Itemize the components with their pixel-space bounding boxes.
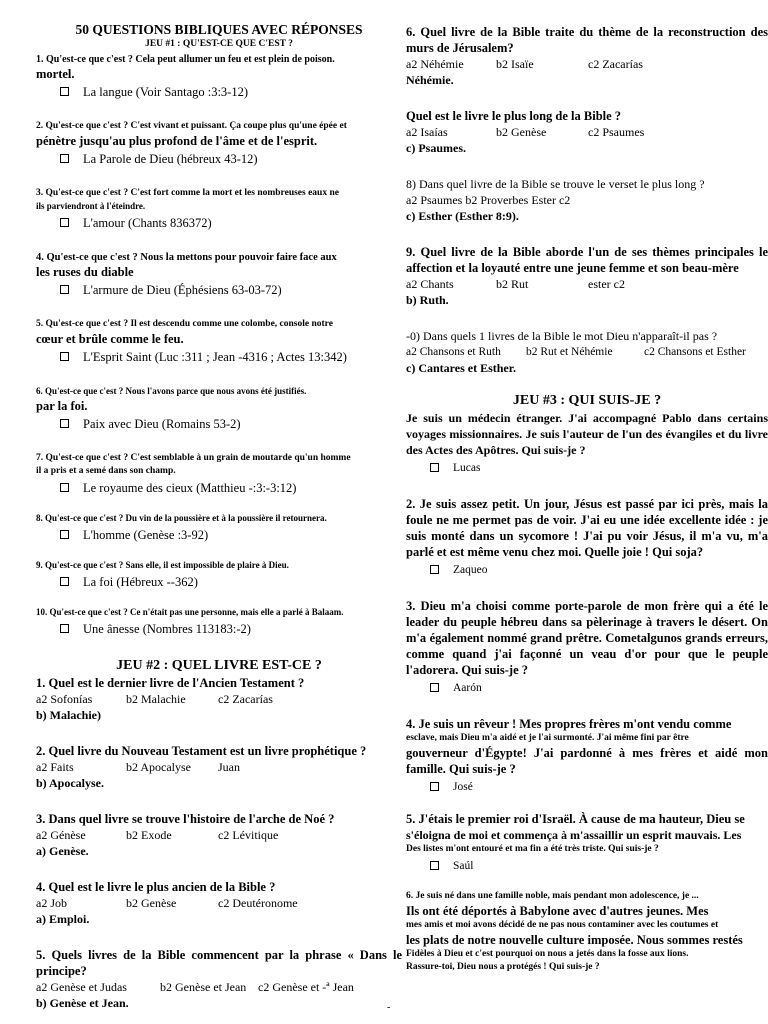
question-text: 3. Dans quel livre se trouve l'histoire de l'arche de Noé ? xyxy=(36,812,335,826)
question-continuation: Ils ont été déportés à Babylone avec d'autres jeunes. Mes xyxy=(406,904,709,918)
answer-text: b) Ruth. xyxy=(406,293,449,307)
jeu2-question-3 xyxy=(36,811,402,859)
answer-text: Aarón xyxy=(453,682,482,694)
question-continuation: gouverneur d'Égypte! J'ai pardonné à mes frères et aidé mon famille. Qui suis-je ? xyxy=(406,746,768,776)
option-a: a2 Job xyxy=(36,896,67,910)
question-text: 3. Dieu m'a choisi comme porte-parole de mon frère qui a été le leader du peuple hébreu dans sa pèlerinage à travers le désert. On m'a également nommé grand prêtre. Cometalgunos grands erreurs, comme quand j'ai façonné un veau d'or pour que le peuple l'adorera. Qui suis-je ? xyxy=(406,599,768,677)
jeu3-item-5 xyxy=(406,811,768,874)
option-a: a2 Isaías xyxy=(406,125,448,139)
checkbox-icon[interactable] xyxy=(430,683,439,692)
options-row xyxy=(36,691,402,707)
question-text: 5. Quels livres de la Bible commencent par la phrase « Dans le principe? xyxy=(36,948,402,978)
question-continuation: par la foi. xyxy=(36,399,88,413)
answer-checkbox-row xyxy=(430,779,768,795)
question-text: 6. Je suis né dans une famille noble, mais pendant mon adolescence, je ... xyxy=(406,891,699,901)
option-b: b2 Rut et Néhémie xyxy=(526,346,613,358)
answer-text: Lucas xyxy=(453,462,481,474)
option-c: c2 Genèse et -ª Jean xyxy=(258,980,354,994)
checkbox-icon[interactable] xyxy=(60,483,69,492)
jeu1-item-8 xyxy=(36,512,402,543)
question-text: 5. J'étais le premier roi d'Israël. À cause de ma hauteur, Dieu se xyxy=(406,812,745,826)
answer-checkbox-row xyxy=(430,680,768,696)
answer-text: La foi (Hébreux --362) xyxy=(83,575,198,589)
question-text: 2. Quel livre du Nouveau Testament est un livre prophétique ? xyxy=(36,744,367,758)
question-text: 10. Qu'est-ce que c'est ? Ce n'était pas une personne, mais elle a parlé à Balaam. xyxy=(36,607,344,617)
option-b: b2 Genèse xyxy=(126,896,177,910)
options-row xyxy=(406,276,768,292)
question-text: 1. Qu'est-ce que c'est ? Cela peut allumer un feu et est plein de poison. xyxy=(36,54,335,65)
answer-text: L'amour (Chants 836372) xyxy=(83,216,212,230)
answer-text: Néhémie. xyxy=(406,73,454,87)
answer-checkbox-row xyxy=(430,562,768,578)
answer-text: a) Genèse. xyxy=(36,844,89,858)
answer-text: Paix avec Dieu (Romains 53-2) xyxy=(83,417,241,431)
options-row xyxy=(36,759,402,775)
answer-text: L'Esprit Saint (Luc :311 ; Jean -4316 ; Actes 13:342) xyxy=(83,350,347,364)
document-title: 50 QUESTIONS BIBLIQUES AVEC RÉPONSES xyxy=(75,22,363,37)
jeu1-item-9 xyxy=(36,559,402,590)
question-text: Quel est le livre le plus long de la Bible ? xyxy=(406,109,622,123)
question-text: 4. Qu'est-ce que c'est ? Nous la mettons pour pouvoir faire face aux xyxy=(36,252,337,263)
question-continuation: Fidèles à Dieu et c'est pourquoi on nous a jetés dans la fosse aux lions. xyxy=(406,949,689,959)
checkbox-icon[interactable] xyxy=(60,154,69,163)
jeu2-heading: JEU #2 : QUEL LIVRE EST-CE ? xyxy=(116,658,322,673)
question-continuation: esclave, mais Dieu m'a aidé et je l'ai surmonté. J'ai même fini par être xyxy=(406,733,689,743)
question-text: 7. Qu'est-ce que c'est ? C'est semblable à un grain de moutarde qu'un homme xyxy=(36,453,351,463)
option-b: b2 Apocalyse xyxy=(126,760,191,774)
options-row xyxy=(36,827,402,843)
checkbox-icon[interactable] xyxy=(430,565,439,574)
option-c: c2 Psaumes xyxy=(588,125,645,139)
answer-checkbox-row xyxy=(60,480,402,496)
option-a: a2 Sofonías xyxy=(36,692,93,706)
option-b: b2 Exode xyxy=(126,828,172,842)
question-text: 9. Quel livre de la Bible aborde l'un de ses thèmes principales le affection et la loyauté entre une jeune femme et son beau-mère xyxy=(406,245,768,275)
checkbox-icon[interactable] xyxy=(430,782,439,791)
jeu2-question-5 xyxy=(36,947,402,1011)
question-continuation: pénètre jusqu'au plus profond de l'âme et de l'esprit. xyxy=(36,134,318,148)
question-text: -0) Dans quels 1 livres de la Bible le mot Dieu n'apparaît-il pas ? xyxy=(406,329,718,343)
checkbox-icon[interactable] xyxy=(60,87,69,96)
answer-text: b) Genèse et Jean. xyxy=(36,996,129,1010)
question-text: 4. Je suis un rêveur ! Mes propres frères m'ont vendu comme xyxy=(406,717,732,731)
question-text: 5. Qu'est-ce que c'est ? Il est descendu comme une colombe, console notre xyxy=(36,319,333,329)
answer-text: La Parole de Dieu (hébreux 43-12) xyxy=(83,152,258,166)
answer-text: b) Apocalyse. xyxy=(36,776,105,790)
option-b: b2 Isaïe xyxy=(496,57,534,71)
options-row xyxy=(406,192,768,208)
question-continuation: Rassure-toi, Dieu nous a protégés ! Qui suis-je ? xyxy=(406,962,600,972)
jeu2-question-6 xyxy=(406,24,768,88)
question-text: 8) Dans quel livre de la Bible se trouve le verset le plus long ? xyxy=(406,177,705,191)
option-c: Juan xyxy=(218,760,240,774)
option-a: a2 Chansons et Ruth xyxy=(406,346,501,358)
answer-checkbox-row xyxy=(60,282,402,298)
answer-checkbox-row xyxy=(60,349,402,365)
answer-text: José xyxy=(453,781,473,793)
options-row xyxy=(406,56,768,72)
answer-checkbox-row xyxy=(60,621,402,637)
page-footer-mark: - xyxy=(387,1002,391,1013)
option-b: b2 Malachie xyxy=(126,692,186,706)
answer-checkbox-row xyxy=(430,858,768,874)
jeu2-question-8 xyxy=(406,176,768,224)
options-row xyxy=(36,895,402,911)
question-continuation: il a pris et a semé dans son champ. xyxy=(36,466,176,476)
jeu1-item-10 xyxy=(36,606,402,637)
option-all: a2 Psaumes b2 Proverbes Ester c2 xyxy=(406,193,571,207)
answer-text: c) Cantares et Esther. xyxy=(406,361,516,375)
question-text: 3. Qu'est-ce que c'est ? C'est fort comme la mort et les nombreuses eaux ne xyxy=(36,188,339,198)
jeu1-item-1 xyxy=(36,53,402,100)
jeu2-question-9 xyxy=(406,244,768,308)
jeu2-question-4 xyxy=(36,879,402,927)
jeu2-question-2 xyxy=(36,743,402,791)
option-a: a2 Genèse et Judas xyxy=(36,980,127,994)
question-continuation: les plats de notre nouvelle culture imposée. Nous sommes restés xyxy=(406,933,743,947)
option-b: b2 Genèse xyxy=(496,125,547,139)
question-text: 4. Quel est le livre le plus ancien de la Bible ? xyxy=(36,880,276,894)
jeu2-question-1 xyxy=(36,675,402,723)
question-text: 6. Qu'est-ce que c'est ? Nous l'avons parce que nous avons été justifiés. xyxy=(36,386,307,396)
answer-text: Le royaume des cieux (Matthieu -:3:-3:12) xyxy=(83,481,297,495)
question-continuation: mes amis et moi avons décidé de ne pas nous contaminer avec les coutumes et xyxy=(406,920,719,930)
question-text: 8. Qu'est-ce que c'est ? Du vin de la poussière et à la poussière il retournera. xyxy=(36,513,327,523)
question-text: 2. Qu'est-ce que c'est ? C'est vivant et puissant. Ça coupe plus qu'une épée et xyxy=(36,121,347,131)
option-c: ester c2 xyxy=(588,277,625,291)
checkbox-icon[interactable] xyxy=(430,861,439,870)
answer-text: c) Psaumes. xyxy=(406,141,466,155)
option-b: b2 Rut xyxy=(496,277,529,291)
answer-checkbox-row xyxy=(60,574,402,590)
jeu2-question-10 xyxy=(406,328,768,376)
answer-text: L'armure de Dieu (Éphésiens 63-03-72) xyxy=(83,283,282,297)
answer-text: Saúl xyxy=(453,860,474,872)
option-a: a2 Chants xyxy=(406,277,454,291)
answer-text: c) Esther (Esther 8:9). xyxy=(406,209,519,223)
jeu3-item-4 xyxy=(406,716,768,795)
option-c: c2 Zacarías xyxy=(588,57,643,71)
checkbox-icon[interactable] xyxy=(60,530,69,539)
answer-checkbox-row xyxy=(430,460,768,476)
right-column xyxy=(406,24,768,974)
answer-checkbox-row xyxy=(60,527,402,543)
question-text: 1. Quel est le dernier livre de l'Ancien Testament ? xyxy=(36,676,305,690)
answer-checkbox-row xyxy=(60,84,402,100)
question-continuation: Des listes m'ont entouré et ma fin a été très triste. Qui suis-je ? xyxy=(406,844,659,854)
question-text: 9. Qu'est-ce que c'est ? Sans elle, il est impossible de plaire à Dieu. xyxy=(36,560,289,570)
option-c: c2 Chansons et Esther xyxy=(644,346,746,358)
option-c: c2 Deutéronome xyxy=(218,896,298,910)
checkbox-icon[interactable] xyxy=(60,624,69,633)
jeu3-item-6 xyxy=(406,890,768,974)
jeu2-question-7 xyxy=(406,108,768,156)
jeu1-item-4 xyxy=(36,251,402,298)
question-continuation: mortel. xyxy=(36,67,75,81)
question-continuation: cœur et brûle comme le feu. xyxy=(36,332,184,346)
jeu1-item-5 xyxy=(36,318,402,365)
jeu1-item-7 xyxy=(36,452,402,496)
options-row xyxy=(36,979,402,995)
option-a: a2 Faits xyxy=(36,760,74,774)
checkbox-icon[interactable] xyxy=(60,352,69,361)
question-continuation: s'éloigna de moi et commença à m'assaillir un esprit mauvais. Les xyxy=(406,828,742,842)
jeu1-item-2 xyxy=(36,120,402,167)
jeu3-item-1 xyxy=(406,410,768,476)
answer-checkbox-row xyxy=(60,215,402,231)
left-column xyxy=(36,22,402,1011)
options-row xyxy=(406,124,768,140)
option-c: c2 Zacarías xyxy=(218,692,273,706)
checkbox-icon[interactable] xyxy=(60,218,69,227)
answer-text: L'homme (Genèse :3-92) xyxy=(83,528,209,542)
jeu3-item-3 xyxy=(406,598,768,696)
option-c: c2 Lévitique xyxy=(218,828,279,842)
jeu3-item-2 xyxy=(406,496,768,578)
checkbox-icon[interactable] xyxy=(60,419,69,428)
option-a: a2 Néhémie xyxy=(406,57,464,71)
answer-text: Une ânesse (Nombres 113183:-2) xyxy=(83,622,251,636)
jeu1-item-3 xyxy=(36,187,402,231)
question-text: Je suis un médecin étranger. J'ai accompagné Pablo dans certains voyages missionnaires. Je suis l'auteur de l'un des évangiles et du livre des Actes des Apôtres. Qui suis-je ? xyxy=(406,411,768,457)
answer-text: La langue (Voir Santago :3:3-12) xyxy=(83,85,249,99)
jeu3-heading: JEU #3 : QUI SUIS-JE ? xyxy=(512,393,662,408)
checkbox-icon[interactable] xyxy=(60,285,69,294)
question-text: 6. Quel livre de la Bible traite du thème de la reconstruction des murs de Jérusalem? xyxy=(406,25,768,55)
answer-text: Zaqueo xyxy=(453,564,488,576)
options-row xyxy=(406,344,768,360)
question-text: 2. Je suis assez petit. Un jour, Jésus est passé par ici près, mais la foule ne me permet pas de voir. J'ai eu une idée excellente idée : je suis monté dans un sycomore ! J'ai pu voir Jésus, il m'a vu, m'a parlé et est même venu chez moi. Quelle joie ! Qui soja? xyxy=(406,497,768,559)
answer-checkbox-row xyxy=(60,151,402,167)
jeu1-item-6 xyxy=(36,385,402,432)
answer-text: a) Emploi. xyxy=(36,912,90,926)
checkbox-icon[interactable] xyxy=(60,577,69,586)
question-continuation: les ruses du diable xyxy=(36,265,134,279)
question-continuation: ils parviendront à l'éteindre. xyxy=(36,201,146,211)
option-b: b2 Genèse et Jean xyxy=(160,980,247,994)
jeu1-heading: JEU #1 : QU'EST-CE QUE C'EST ? xyxy=(145,39,293,49)
option-a: a2 Génèse xyxy=(36,828,86,842)
answer-text: b) Malachie) xyxy=(36,708,101,722)
checkbox-icon[interactable] xyxy=(430,463,439,472)
answer-checkbox-row xyxy=(60,416,402,432)
